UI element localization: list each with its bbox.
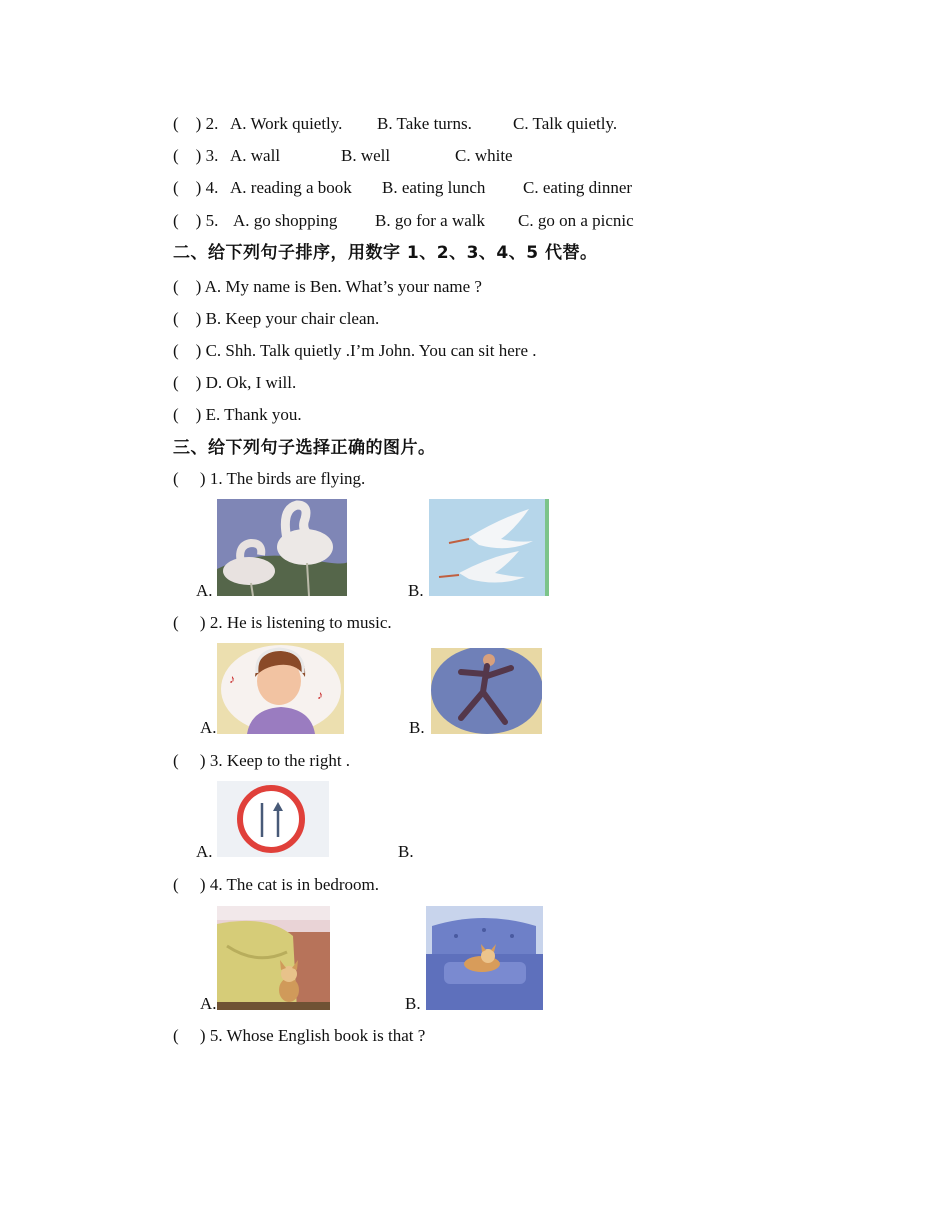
- cat-on-sofa-picture: [426, 906, 543, 1010]
- option-a-label: A.: [196, 581, 213, 600]
- option-b: B. well: [341, 146, 391, 165]
- option-b: B. go for a walk: [375, 211, 486, 230]
- section-heading-pictures: 三、给下列句子选择正确的图片。: [173, 438, 436, 458]
- option-a: A. reading a book: [230, 178, 352, 197]
- question-number: ( ) 2.: [173, 114, 219, 133]
- picture-question-5: ( ) 5. Whose English book is that ?: [173, 1026, 426, 1045]
- picture-question-2: ( ) 2. He is listening to music.: [173, 613, 392, 632]
- option-b-label: B.: [409, 718, 425, 737]
- option-c: C. eating dinner: [523, 178, 633, 197]
- question-number: ( ) 4.: [173, 178, 219, 197]
- girl-listening-music-picture: [217, 643, 344, 734]
- question-number: ( ) 5.: [173, 211, 219, 230]
- option-a: A. wall: [230, 146, 281, 165]
- option-a-label: A.: [200, 718, 217, 737]
- option-b: B. Take turns.: [377, 114, 472, 133]
- option-a: A. Work quietly.: [230, 114, 343, 133]
- picture-question-3: ( ) 3. Keep to the right .: [173, 751, 351, 770]
- svg-text:♪: ♪: [317, 688, 323, 702]
- option-c: C. white: [455, 146, 513, 165]
- picture-question-4: ( ) 4. The cat is in bedroom.: [173, 875, 380, 894]
- cat-in-bedroom-picture: [217, 906, 330, 1010]
- option-a: A. go shopping: [233, 211, 338, 230]
- ordering-item-e: ( ) E. Thank you.: [173, 405, 302, 424]
- standing-birds-picture: [217, 499, 347, 596]
- keep-right-sign-picture: [217, 781, 329, 857]
- ordering-item-b: ( ) B. Keep your chair clean.: [173, 309, 380, 328]
- ordering-item-c: ( ) C. Shh. Talk quietly .I’m John. You can sit here .: [173, 341, 537, 360]
- ordering-item-a: ( ) A. My name is Ben. What’s your name ?: [173, 277, 482, 296]
- question-number: ( ) 3.: [173, 146, 219, 165]
- option-b-label: B.: [408, 581, 424, 600]
- option-a-label: A.: [200, 994, 217, 1013]
- option-c: C. Talk quietly.: [513, 114, 618, 133]
- option-b: B. eating lunch: [382, 178, 486, 197]
- svg-text:♪: ♪: [229, 672, 235, 686]
- man-exercising-picture: [431, 648, 542, 734]
- option-a-label: A.: [196, 842, 213, 861]
- ordering-item-d: ( ) D. Ok, I will.: [173, 373, 297, 392]
- flying-birds-picture: [429, 499, 549, 596]
- section-heading-ordering: 二、给下列句子排序，用数字 1、2、3、4、5 代替。: [173, 243, 598, 263]
- picture-question-1: ( ) 1. The birds are flying.: [173, 469, 366, 488]
- option-b-label: B.: [405, 994, 421, 1013]
- option-b-label: B.: [398, 842, 414, 861]
- option-c: C. go on a picnic: [518, 211, 634, 230]
